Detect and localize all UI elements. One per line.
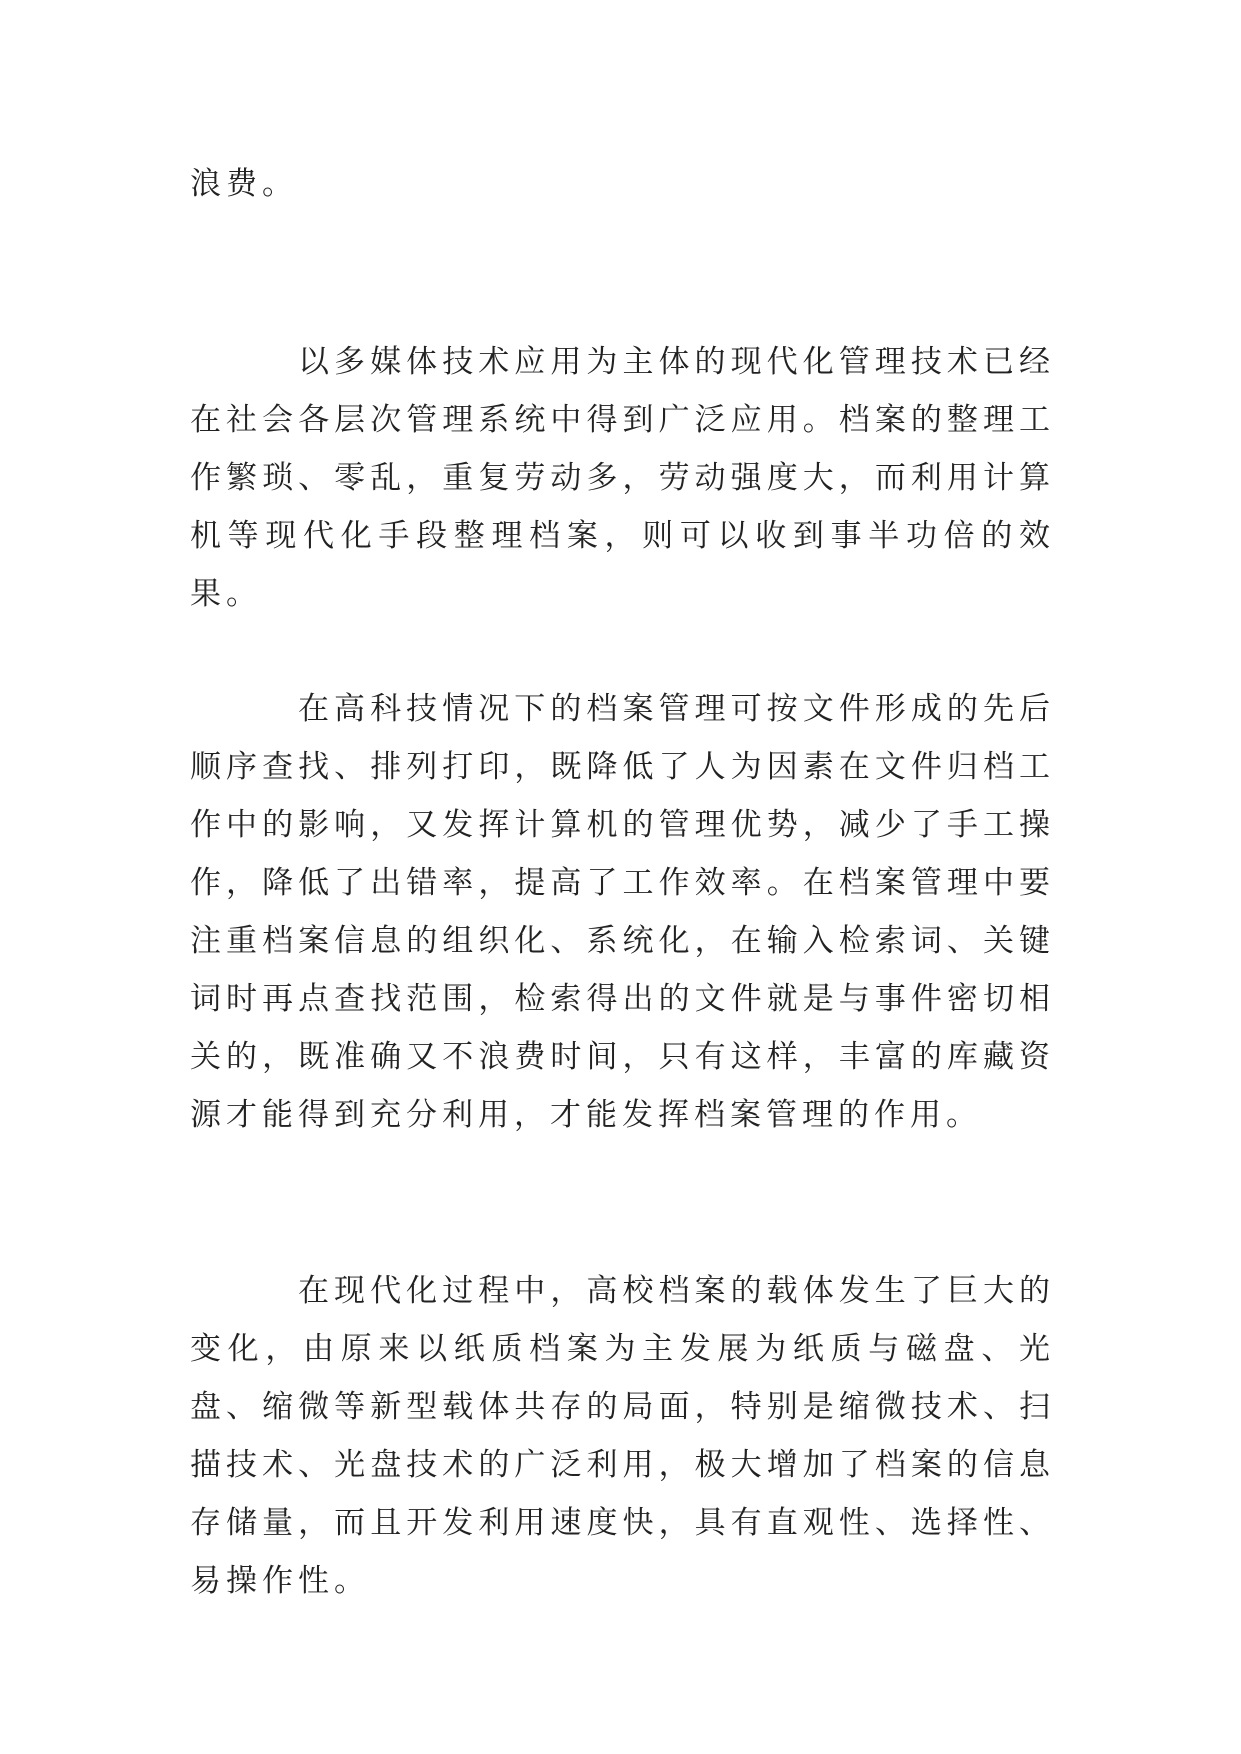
paragraph-multimedia-management: 以多媒体技术应用为主体的现代化管理技术已经在社会各层次管理系统中得到广泛应用。档案的整理工作繁琐、零乱，重复劳动多，劳动强度大，而利用计算机等现代化手段整理档案，则可以收到事半功倍的效果。	[190, 344, 1055, 612]
paragraph-high-tech-archives: 在高科技情况下的档案管理可按文件形成的先后顺序查找、排列打印，既降低了人为因素在文件归档工作中的影响，又发挥计算机的管理优势，减少了手工操作，降低了出错率，提高了工作效率。在档案管理中要注重档案信息的组织化、系统化，在输入检索词、关键词时再点查找范围，检索得出的文件就是与事件密切相关的，既准确又不浪费时间，只有这样，丰富的库藏资源才能得到充分利用，才能发挥档案管理的作用。	[190, 691, 1055, 1133]
paragraph-archive-carriers: 在现代化过程中，高校档案的载体发生了巨大的变化，由原来以纸质档案为主发展为纸质与磁盘、光盘、缩微等新型载体共存的局面，特别是缩微技术、扫描技术、光盘技术的广泛利用，极大增加了档案的信息存储量，而且开发利用速度快，具有直观性、选择性、易操作性。	[190, 1273, 1055, 1599]
paragraph-continuation: 浪费。	[190, 166, 298, 202]
